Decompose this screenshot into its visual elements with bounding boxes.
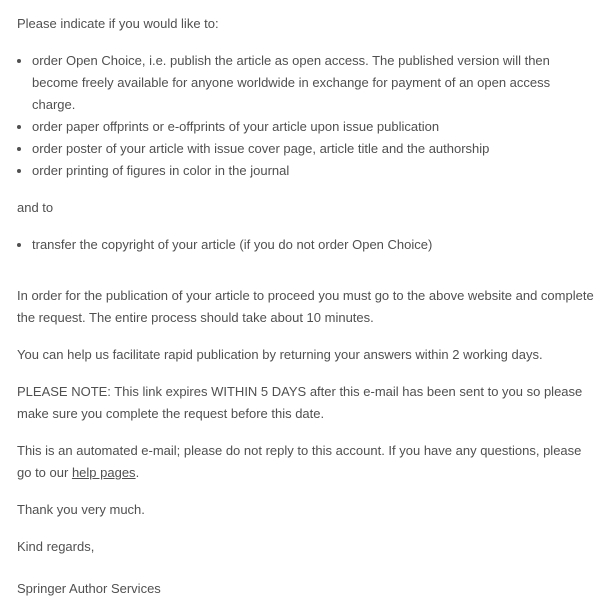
regards-text: Kind regards, (17, 539, 95, 554)
option-poster: • order poster of your article with issue cover page, article title and the authorship (32, 138, 594, 160)
signature: Springer Author Services (17, 581, 161, 596)
automated-email-notice (17, 440, 594, 484)
intro-text: Please indicate if you would like to: (17, 16, 219, 31)
automated-notice-text: This is an automated e-mail; please do not reply to this account. If you have any questions, please go to our (17, 443, 582, 480)
automated-notice-end: . (135, 465, 140, 480)
link-expiry-note: PLEASE NOTE: This link expires WITHIN 5 DAYS after this e-mail has been sent to you so please make sure you complete the request before this date. (17, 384, 583, 421)
options-list (17, 50, 594, 182)
option-transfer-copyright: • transfer the copyright of your article (if you do not order Open Choice) (32, 234, 594, 256)
transfer-list (17, 234, 594, 256)
proceed-text: In order for the publication of your article to proceed you must go to the above website and complete the request. The entire process should take about 10 minutes. (17, 288, 594, 325)
rapid-publication-text: You can help us facilitate rapid publication by returning your answers within 2 working days. (17, 347, 543, 362)
option-color-figures: • order printing of figures in color in the journal (32, 160, 594, 182)
help-pages-link[interactable]: help pages (71, 465, 136, 480)
thanks-text: Thank you very much. (17, 502, 145, 517)
option-open-choice: • order Open Choice, i.e. publish the article as open access. The published version will then become freely available for anyone worldwide in exchange for payment of an open access charge. (32, 50, 594, 116)
and-to-text: and to (17, 200, 54, 215)
option-offprints: • order paper offprints or e-offprints of your article upon issue publication (32, 116, 594, 138)
